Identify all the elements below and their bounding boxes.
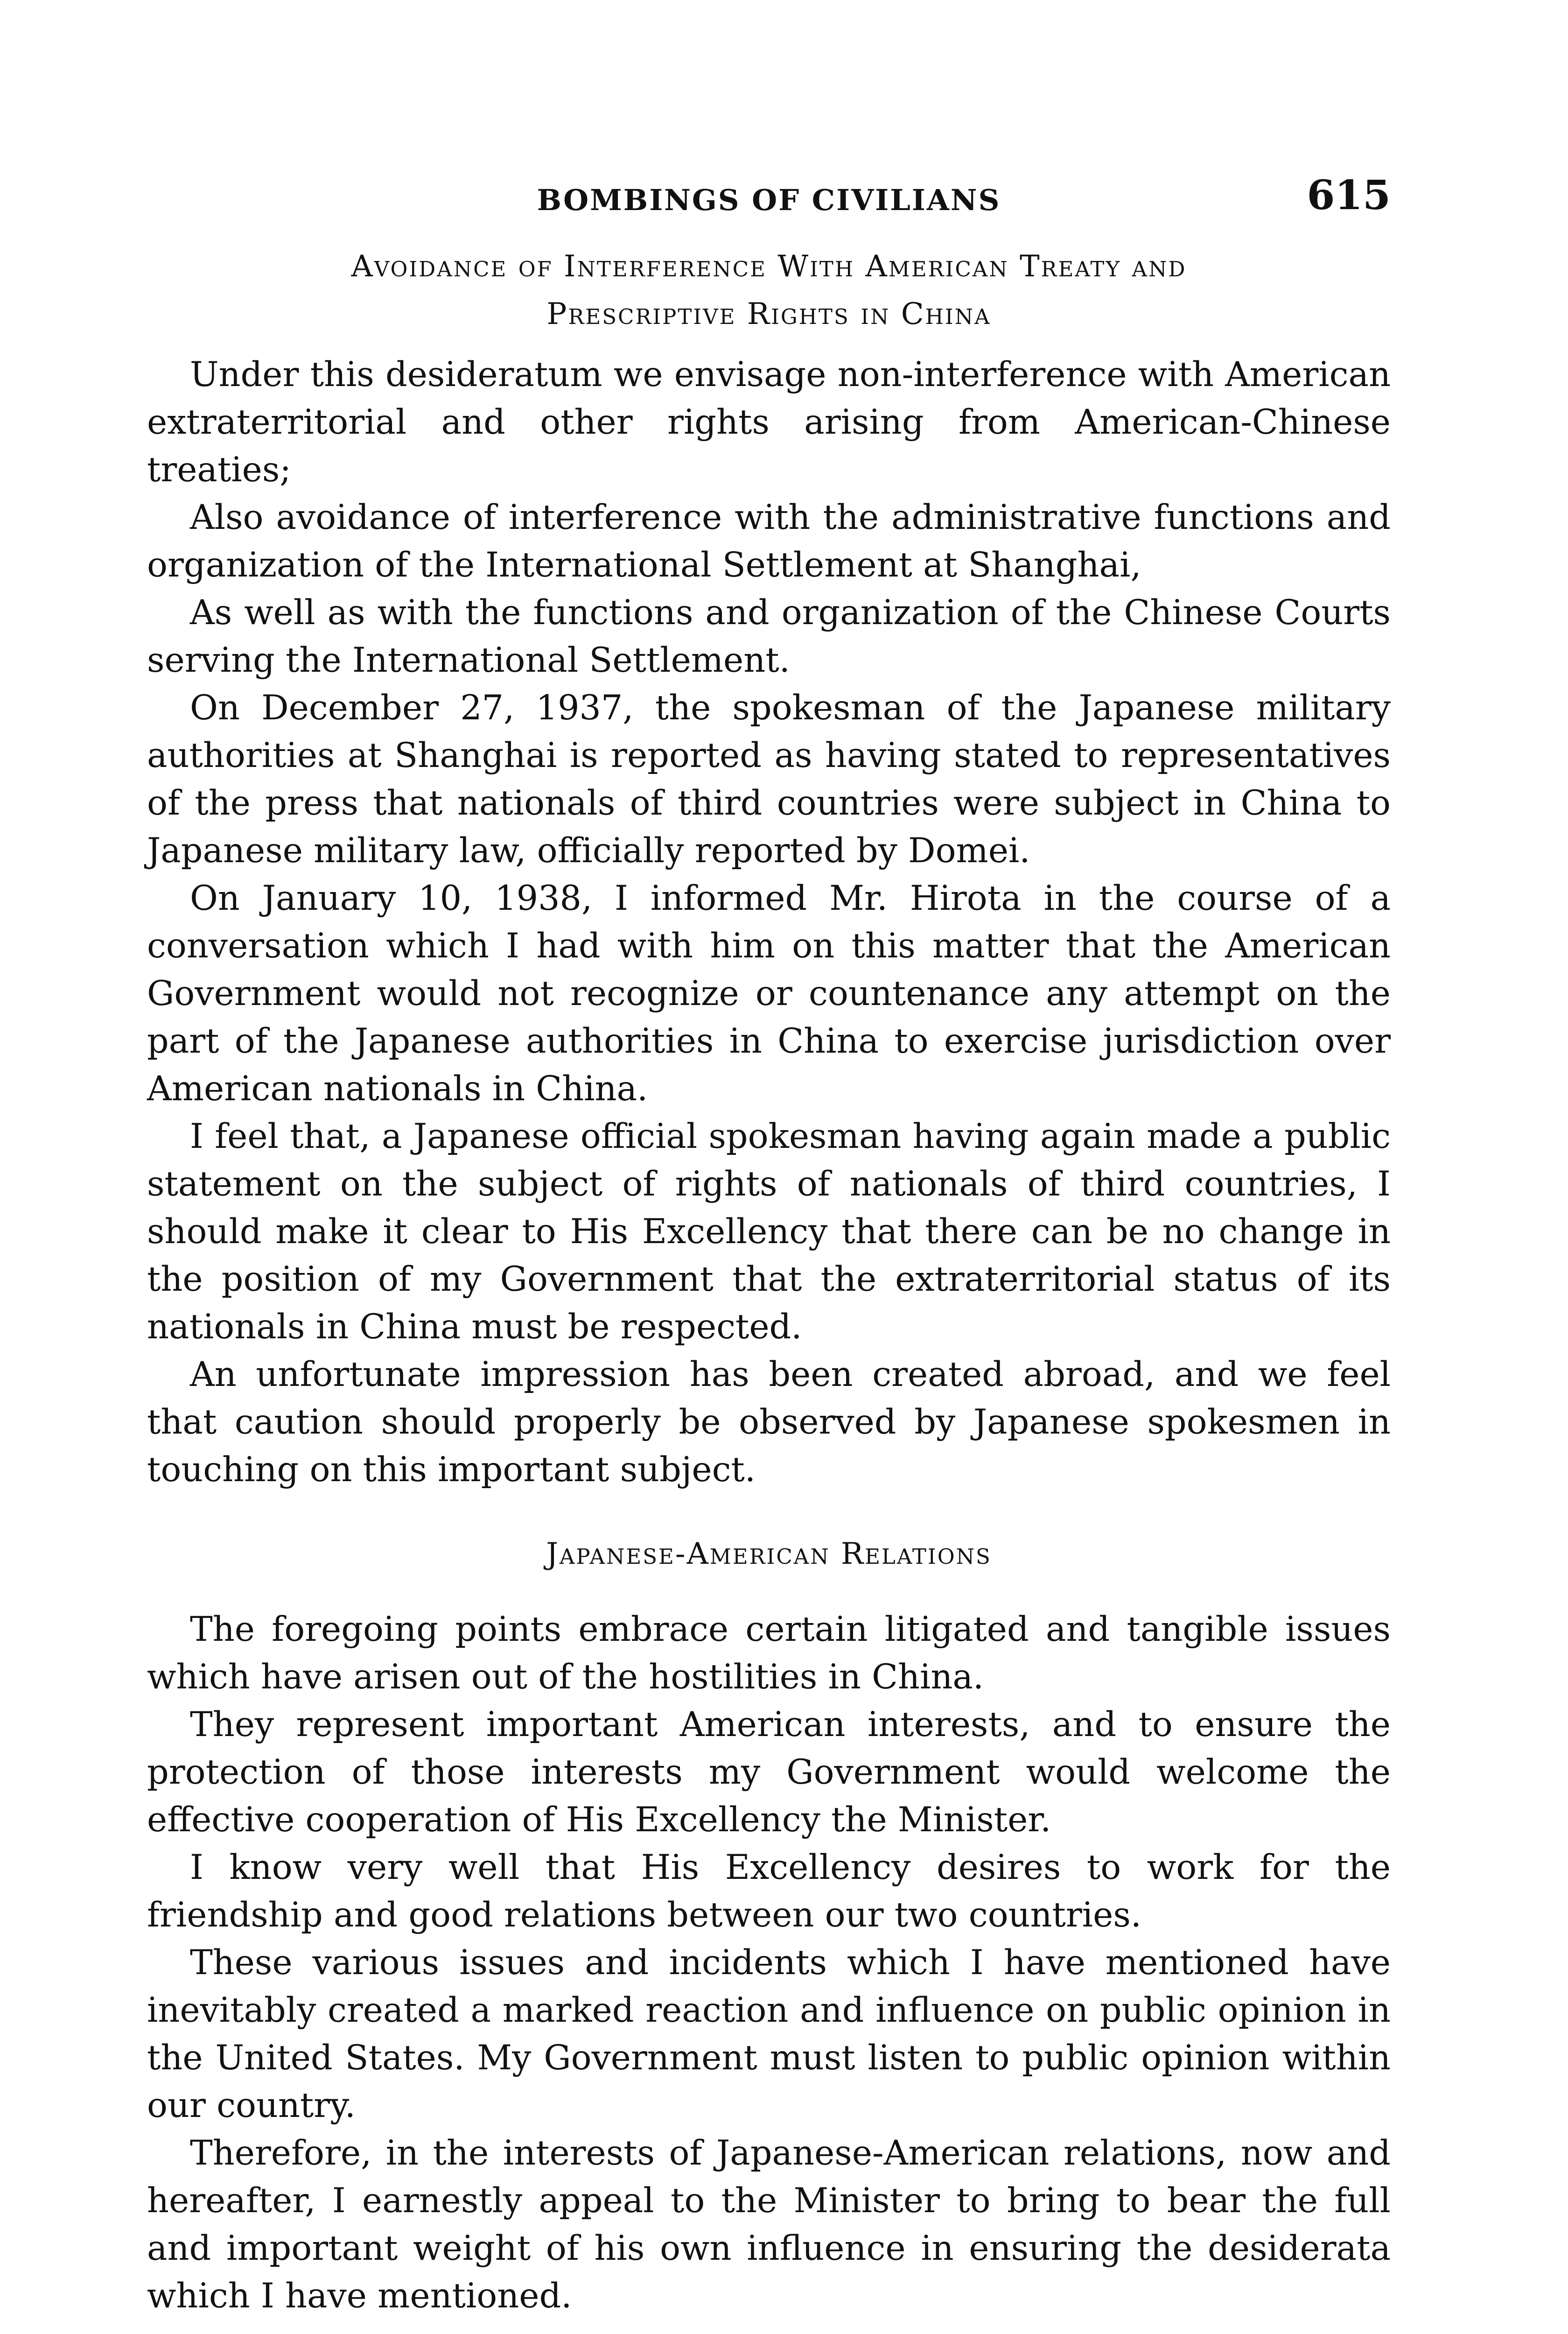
section-heading-japanese-american-relations [147, 1530, 1391, 1578]
document-page [147, 173, 1391, 2320]
paragraph: I know very well that His Excellency desires to work for the friendship and good relations between our two countries. [147, 1848, 1391, 1935]
section-heading-treaty-rights [147, 243, 1391, 338]
page-number: 615 [1307, 172, 1391, 219]
paragraph: On January 10, 1938, I informed Mr. Hirota in the course of a conversation which I had with him on this matter that the American Government would not recognize or countenance any attempt on the part of the Japanese authorities in China to exercise jurisdiction over American nationals in China. [147, 879, 1391, 1109]
paragraph: These various issues and incidents which I have mentioned have inevitably created a marked reaction and influence on public opinion in the United States. My Government must listen to public opinion within our country. [147, 1943, 1391, 2125]
section-heading-line: Avoidance of Interference With American Treaty and [351, 249, 1187, 284]
running-head [147, 173, 1391, 229]
paragraph: As well as with the functions and organization of the Chinese Courts serving the International Settlement. [147, 593, 1391, 680]
paragraph: Under this desideratum we envisage non-interference with American extraterritorial and other rights arising from American-Chinese treaties; [147, 355, 1391, 490]
paragraph: Therefore, in the interests of Japanese-American relations, now and hereafter, I earnestly appeal to the Minister to bring to bear the full and important weight of his own influence in ensuring the desiderata which I have mentioned. [147, 2133, 1391, 2316]
paragraph: They represent important American interests, and to ensure the protection of those interests my Government would welcome the effective cooperation of His Excellency the Minister. [147, 1705, 1391, 1840]
paragraph: The foregoing points embrace certain litigated and tangible issues which have arisen out of the hostilities in China. [147, 1610, 1391, 1697]
paragraph: Also avoidance of interference with the administrative functions and organization of the International Settlement at Shanghai, [147, 498, 1391, 585]
paragraph: On December 27, 1937, the spokesman of the Japanese military authorities at Shanghai is reported as having stated to representatives of the press that nationals of third countries were subject in China to Japanese military law, officially reported by Domei. [147, 688, 1391, 871]
running-title: BOMBINGS OF CIVILIANS [537, 183, 1001, 217]
section-heading-line: Prescriptive Rights in China [546, 297, 991, 331]
section-heading-line: Japanese-American Relations [546, 1537, 992, 1571]
paragraph: An unfortunate impression has been created abroad, and we feel that caution should properly be observed by Japanese spokesmen in touching on this important subject. [147, 1355, 1391, 1490]
paragraph: I feel that, a Japanese official spokesman having again made a public statement on the subject of rights of nationals of third countries, I should make it clear to His Excellency that there can be no change in the position of my Government that the extraterritorial status of its nationals in China must be respected. [147, 1117, 1391, 1347]
